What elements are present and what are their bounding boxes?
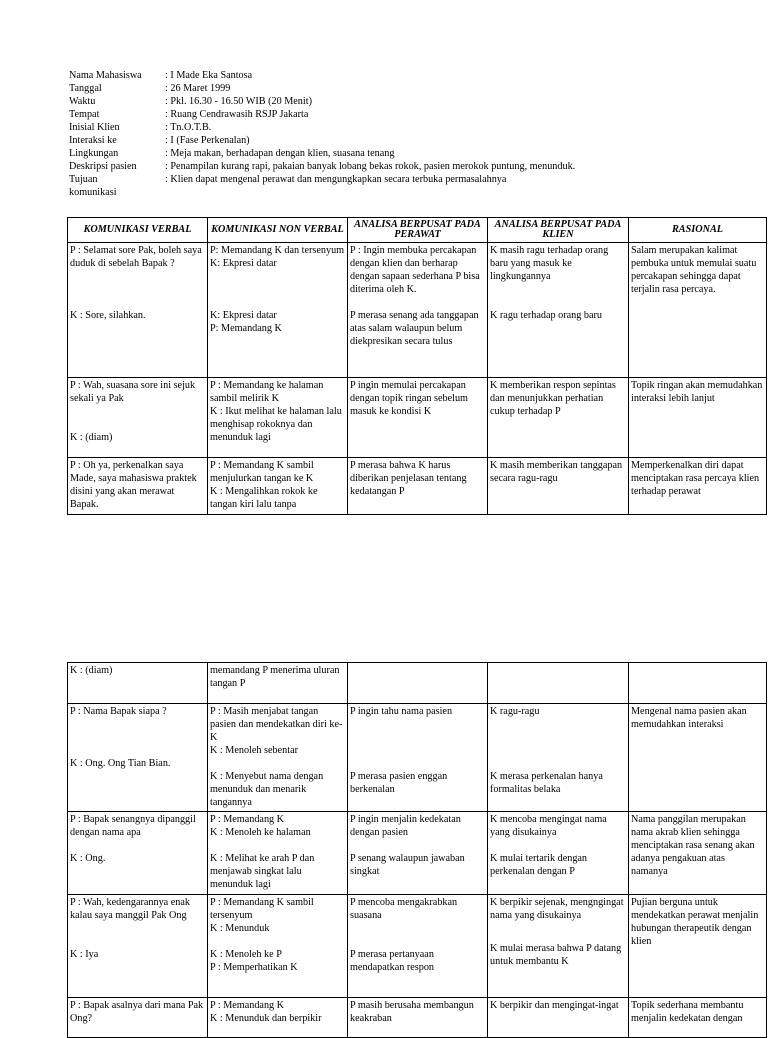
header-info <box>69 69 729 199</box>
table-cell <box>208 704 348 812</box>
table-cell <box>629 895 767 998</box>
cell-text: K merasa perkenalan hanya formalitas belaka <box>490 771 603 795</box>
cell-text: P : Memandang K sambil tersenyum K : Menunduk <box>210 897 314 934</box>
info-value: : Pkl. 16.30 - 16.50 WIB (20 Menit) <box>165 96 312 107</box>
table-cell <box>68 704 208 812</box>
info-value: : Klien dapat mengenal perawat dan mengungkapkan secara terbuka permasalahnya <box>165 174 507 185</box>
cell-text: K: Ekpresi datar P: Memandang K <box>210 310 282 334</box>
table-cell <box>629 243 767 378</box>
table-row <box>68 998 767 1038</box>
info-label: Tanggal <box>69 83 102 94</box>
table-cell <box>348 812 488 895</box>
cell-text: P ingin menjalin kedekatan dengan pasien <box>350 814 461 838</box>
info-label: Interaksi ke <box>69 135 117 146</box>
info-label: Tempat <box>69 109 100 120</box>
cell-text: P : Wah, suasana sore ini sejuk sekali ya Pak <box>70 380 196 404</box>
table-cell <box>208 458 348 515</box>
cell-text: K memberikan respon sepintas dan menunjukkan perhatian cukup terhadap P <box>490 380 616 417</box>
table-row <box>68 704 767 812</box>
table-cell <box>348 895 488 998</box>
table-cell <box>488 704 629 812</box>
cell-text: P ingin memulai percakapan dengan topik ringan sebelum masuk ke kondisi K <box>350 380 468 417</box>
cell-text: P : Masih menjabat tangan pasien dan mendekatkan diri ke-K K : Menoleh sebentar <box>210 706 343 756</box>
table-cell <box>629 998 767 1038</box>
info-label: Tujuan komunikasi <box>69 174 117 198</box>
column-header: ANALISA BERPUSAT PADA PERAWAT <box>348 218 488 243</box>
table-cell <box>629 812 767 895</box>
info-row <box>69 121 729 134</box>
info-row <box>69 173 729 199</box>
cell-text: P : Bapak senangnya dipanggil dengan nama apa <box>70 814 196 838</box>
table-cell <box>488 378 629 458</box>
table-cell <box>68 998 208 1038</box>
table-cell <box>348 663 488 704</box>
table-cell <box>208 998 348 1038</box>
cell-text: P : Nama Bapak siapa ? <box>70 706 167 717</box>
table-cell <box>68 663 208 704</box>
table-cell <box>348 458 488 515</box>
table-row <box>68 812 767 895</box>
cell-text: P merasa pertanyaan mendapatkan respon <box>350 949 435 973</box>
info-row <box>69 147 729 160</box>
table-cell <box>488 812 629 895</box>
table-row <box>68 243 767 378</box>
table-cell <box>348 998 488 1038</box>
table-cell <box>68 895 208 998</box>
table-cell <box>488 895 629 998</box>
table-cell <box>208 663 348 704</box>
table-row <box>68 895 767 998</box>
cell-text: Mengenal nama pasien akan memudahkan interaksi <box>631 706 747 730</box>
cell-text: K : (diam) <box>70 432 113 443</box>
cell-text: K : Menyebut nama dengan menunduk dan menarik tangannya <box>210 771 324 808</box>
info-row <box>69 69 729 82</box>
table-cell <box>348 243 488 378</box>
info-value: : Penampilan kurang rapi, pakaian banyak lobang bekas rokok, pasien merokok puntung, menunduk. <box>165 161 576 172</box>
table-cell <box>629 663 767 704</box>
column-header: RASIONAL <box>629 218 767 243</box>
communication-table-page2 <box>67 662 767 1038</box>
table-cell <box>208 812 348 895</box>
info-value: : I Made Eka Santosa <box>165 70 253 81</box>
info-label: Deskripsi pasien <box>69 161 137 172</box>
cell-text: P : Memandang ke halaman sambil melirik K K : Ikut melihat ke halaman lalu menghisap rokoknya dan menunduk lagi <box>210 380 342 443</box>
cell-text: K : (diam) <box>70 665 113 676</box>
cell-text: P : Memandang K K : Menunduk dan berpikir <box>210 1000 322 1024</box>
cell-text: P merasa pasien enggan berkenalan <box>350 771 448 795</box>
cell-text: memandang P menerima uluran tangan P <box>210 665 340 689</box>
cell-text: K mulai merasa bahwa P datang untuk membantu K <box>490 943 622 967</box>
cell-text: P ingin tahu nama pasien <box>350 706 453 717</box>
info-row <box>69 108 729 121</box>
cell-text: K berpikir sejenak, mengngingat nama yang disukainya <box>490 897 624 921</box>
info-row <box>69 134 729 147</box>
communication-table-page1 <box>67 217 767 515</box>
cell-text: K ragu-ragu <box>490 706 540 717</box>
cell-text: P: Memandang K dan tersenyum K: Ekpresi datar <box>210 245 345 269</box>
cell-text: Memperkenalkan diri dapat menciptakan rasa percaya klien terhadap perawat <box>631 460 760 497</box>
info-value: : Tn.O.T.B. <box>165 122 212 133</box>
table-row <box>68 378 767 458</box>
cell-text: K mulai tertarik dengan perkenalan dengan P <box>490 853 588 877</box>
cell-text: P : Memandang K sambil menjulurkan tangan ke K K : Mengalihkan rokok ke tangan kiri lalu tanpa <box>210 460 318 510</box>
table-cell <box>208 243 348 378</box>
table-cell <box>68 243 208 378</box>
table-cell <box>68 812 208 895</box>
cell-text: K masih memberikan tanggapan secara ragu-ragu <box>490 460 623 484</box>
table-cell <box>629 704 767 812</box>
cell-text: P : Ingin membuka percakapan dengan klien dan berharap dengan sapaan sederhana P bisa diterima oleh K. <box>350 245 480 295</box>
cell-text: P mencoba mengakrabkan suasana <box>350 897 458 921</box>
info-label: Inisial Klien <box>69 122 120 133</box>
info-row <box>69 95 729 108</box>
info-value: : I (Fase Perkenalan) <box>165 135 250 146</box>
info-row <box>69 82 729 95</box>
info-value: : Meja makan, berhadapan dengan klien, suasana tenang <box>165 148 395 159</box>
table-cell <box>208 378 348 458</box>
table-cell <box>629 378 767 458</box>
info-label: Waktu <box>69 96 96 107</box>
cell-text: K masih ragu terhadap orang baru yang masuk ke lingkungannya <box>490 245 609 282</box>
table-cell <box>488 243 629 378</box>
cell-text: K : Ong. <box>70 853 106 864</box>
cell-text: K : Iya <box>70 949 99 960</box>
cell-text: Topik sederhana membantu menjalin kedekatan dengan <box>631 1000 744 1024</box>
column-header: KOMUNIKASI NON VERBAL <box>208 218 348 243</box>
cell-text: P : Memandang K K : Menoleh ke halaman <box>210 814 311 838</box>
cell-text: Topik ringan akan memudahkan interaksi lebih lanjut <box>631 380 763 404</box>
cell-text: P : Selamat sore Pak, boleh saya duduk di sebelah Bapak ? <box>70 245 202 269</box>
table-header-row <box>68 218 767 243</box>
cell-text: P : Wah, kedengarannya enak kalau saya manggil Pak Ong <box>70 897 190 921</box>
cell-text: P senang walaupun jawaban singkat <box>350 853 465 877</box>
cell-text: P : Bapak asalnya dari mana Pak Ong? <box>70 1000 204 1024</box>
cell-text: K berpikir dan mengingat-ingat <box>490 1000 619 1011</box>
cell-text: Nama panggilan merupakan nama akrab klien sehingga menciptakan rasa senang akan adanya pengakuan atas namanya <box>631 814 755 877</box>
cell-text: P masih berusaha membangun keakraban <box>350 1000 474 1024</box>
info-value: : Ruang Cendrawasih RSJP Jakarta <box>165 109 309 120</box>
table-cell <box>68 378 208 458</box>
cell-text: Pujian berguna untuk mendekatkan perawat menjalin hubungan therapeutik dengan klien <box>631 897 759 947</box>
cell-text: K : Sore, silahkan. <box>70 310 146 321</box>
table-row <box>68 458 767 515</box>
table-cell <box>488 663 629 704</box>
cell-text: K : Ong. Ong Tian Bian. <box>70 758 171 769</box>
table-cell <box>348 704 488 812</box>
cell-text: K ragu terhadap orang baru <box>490 310 603 321</box>
info-label: Lingkungan <box>69 148 119 159</box>
table-cell <box>348 378 488 458</box>
cell-text: P merasa senang ada tanggapan atas salam walaupun belum diekpresikan secara tulus <box>350 310 479 347</box>
table-cell <box>488 998 629 1038</box>
table-row <box>68 663 767 704</box>
info-row <box>69 160 729 173</box>
cell-text: P merasa bahwa K harus diberikan penjelasan tentang kedatangan P <box>350 460 467 497</box>
cell-text: K mencoba mengingat nama yang disukainya <box>490 814 607 838</box>
cell-text: Salam merupakan kalimat pembuka untuk memulai suatu percakapan sehingga dapat terjalin rasa percaya. <box>631 245 757 295</box>
cell-text: P : Oh ya, perkenalkan saya Made, saya mahasiswa praktek disini yang akan merawat Bapak. <box>70 460 197 510</box>
cell-text: K : Melihat ke arah P dan menjawab singkat lalu menunduk lagi <box>210 853 315 890</box>
table-cell <box>488 458 629 515</box>
cell-text: K : Menoleh ke P P : Memperhatikan K <box>210 949 298 973</box>
info-value: : 26 Maret 1999 <box>165 83 231 94</box>
table-cell <box>629 458 767 515</box>
info-label: Nama Mahasiswa <box>69 70 142 81</box>
table-cell <box>68 458 208 515</box>
column-header: ANALISA BERPUSAT PADA KLIEN <box>488 218 629 243</box>
table-cell <box>208 895 348 998</box>
column-header: KOMUNIKASI VERBAL <box>68 218 208 243</box>
